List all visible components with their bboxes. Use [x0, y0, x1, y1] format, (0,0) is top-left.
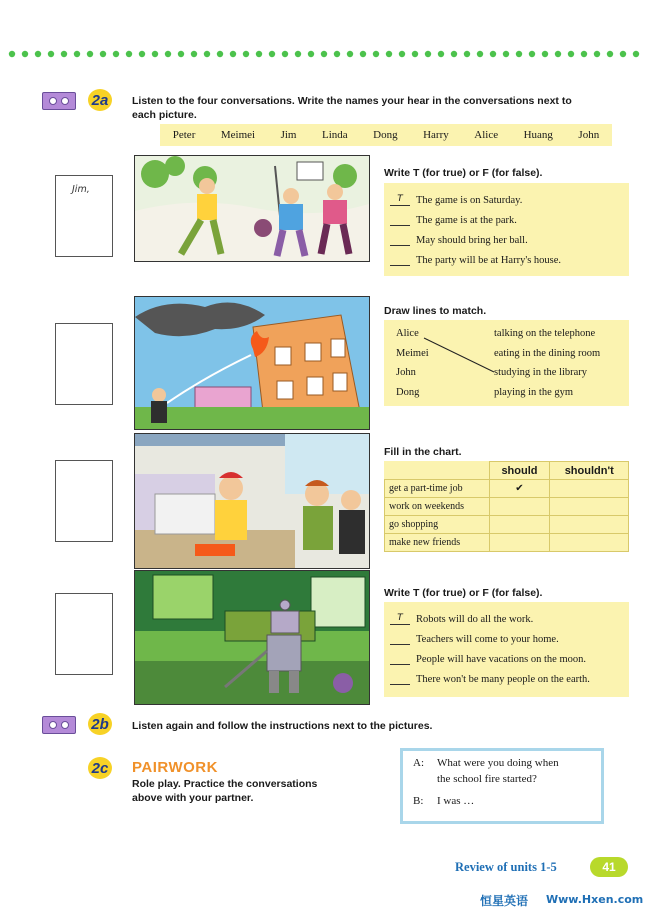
tf-item	[390, 193, 522, 206]
cell-shouldnt[interactable]	[550, 480, 629, 498]
answer-box-4[interactable]	[55, 593, 113, 675]
speaker-a: A:	[413, 757, 424, 769]
name-option: Huang	[523, 129, 553, 141]
names-bar	[160, 124, 612, 146]
tf-item	[390, 253, 561, 266]
cell-should[interactable]	[489, 516, 550, 534]
tf-item	[390, 233, 528, 246]
row-label: make new friends	[385, 534, 490, 552]
brand-chinese: 恒星英语	[480, 894, 529, 908]
section-badge-2c: 2c	[88, 757, 112, 779]
instruction-2c-line2: above with your partner.	[132, 792, 254, 804]
table-row	[385, 516, 629, 534]
statement-text: Robots will do all the work.	[416, 614, 534, 625]
tf-item	[390, 632, 559, 645]
cell-should[interactable]	[489, 534, 550, 552]
picture-food-counter	[134, 433, 370, 569]
row-label: go shopping	[385, 516, 490, 534]
row-label: get a part-time job	[385, 480, 490, 498]
tf-item	[390, 652, 586, 665]
answer-text-1: Jim,	[72, 184, 90, 195]
review-label: Review of units 1-5	[455, 860, 557, 874]
brand-url: Www.Hxen.com	[546, 893, 644, 906]
task-panel-2	[384, 320, 629, 406]
answer-blank[interactable]	[390, 213, 410, 226]
table-row	[385, 480, 629, 498]
instruction-2c-line1: Role play. Practice the conversations	[132, 778, 318, 790]
row-label: work on weekends	[385, 498, 490, 516]
dialog-b-line: I was …	[437, 795, 475, 807]
page-number: 41	[590, 857, 628, 877]
table-row	[385, 534, 629, 552]
statement-text: There won't be many people on the earth.	[416, 674, 590, 685]
match-right-item[interactable]: eating in the dining room	[494, 348, 601, 359]
name-option: Alice	[474, 129, 499, 141]
cell-should[interactable]	[489, 498, 550, 516]
section-badge-2a: 2a	[88, 89, 112, 111]
dialog-a-line1: What were you doing when	[437, 757, 559, 769]
name-option: Peter	[172, 129, 196, 141]
match-right-item[interactable]: studying in the library	[494, 367, 588, 378]
answer-box-2[interactable]	[55, 323, 113, 405]
name-option: John	[578, 129, 600, 141]
task-title-3: Fill in the chart.	[384, 446, 462, 458]
cassette-icon	[42, 716, 76, 734]
instruction-2a: Listen to the four conversations. Write the names your hear in the conversations next to each picture.	[132, 95, 572, 121]
tf-item	[390, 213, 517, 226]
column-header-should: should	[489, 462, 550, 480]
task-panel-4	[384, 602, 629, 697]
task-panel-1	[384, 183, 629, 276]
answer-box-3[interactable]	[55, 460, 113, 542]
match-right-item[interactable]: playing in the gym	[494, 387, 574, 398]
answer-blank[interactable]: T	[390, 612, 410, 625]
cassette-icon	[42, 92, 76, 110]
dialog-box	[400, 748, 604, 824]
answer-blank[interactable]	[390, 652, 410, 665]
dialog-a-line2: the school fire started?	[437, 773, 537, 785]
statement-text: The game is on Saturday.	[416, 195, 523, 206]
name-option: Jim	[280, 129, 297, 141]
cell-shouldnt[interactable]	[550, 516, 629, 534]
statement-text: Teachers will come to your home.	[416, 634, 559, 645]
instruction-2b: Listen again and follow the instructions next to the pictures.	[132, 720, 433, 732]
pairwork-heading: PAIRWORK	[132, 759, 218, 776]
dotted-divider	[8, 48, 644, 60]
answer-blank[interactable]	[390, 632, 410, 645]
table-header-row	[385, 462, 629, 480]
speaker-b: B:	[413, 795, 424, 807]
statement-text: The party will be at Harry's house.	[416, 255, 562, 266]
answer-blank[interactable]	[390, 253, 410, 266]
name-option: Harry	[423, 129, 449, 141]
match-left-item[interactable]: Alice	[396, 328, 419, 339]
match-right-item[interactable]: talking on the telephone	[494, 328, 596, 339]
match-left-item[interactable]: Dong	[396, 387, 420, 398]
answer-blank[interactable]: T	[390, 193, 410, 206]
name-option: Dong	[373, 129, 398, 141]
tf-item	[390, 672, 590, 685]
cell-shouldnt[interactable]	[550, 498, 629, 516]
section-badge-2b: 2b	[88, 713, 112, 735]
task-title-4: Write T (for true) or F (for false).	[384, 587, 543, 599]
picture-school-fire	[134, 296, 370, 430]
name-option: Linda	[321, 129, 348, 141]
answer-blank[interactable]	[390, 233, 410, 246]
column-header-shouldnt: shouldn't	[550, 462, 629, 480]
picture-robot	[134, 570, 370, 705]
chart-table	[384, 461, 629, 552]
cell-should[interactable]: ✔	[489, 480, 550, 498]
statement-text: May should bring her ball.	[416, 235, 528, 246]
task-panel-3	[384, 461, 629, 552]
table-row	[385, 498, 629, 516]
tf-item	[390, 612, 533, 625]
cell-shouldnt[interactable]	[550, 534, 629, 552]
task-title-2: Draw lines to match.	[384, 305, 487, 317]
answer-box-1[interactable]	[55, 175, 113, 257]
match-left-item[interactable]: Meimei	[396, 348, 429, 359]
match-left-item[interactable]: John	[396, 367, 416, 378]
answer-blank[interactable]	[390, 672, 410, 685]
statement-text: The game is at the park.	[416, 215, 517, 226]
task-title-1: Write T (for true) or F (for false).	[384, 167, 543, 179]
name-option: Meimei	[220, 129, 256, 141]
table-corner	[385, 462, 490, 480]
statement-text: People will have vacations on the moon.	[416, 654, 587, 665]
picture-basketball	[134, 155, 370, 262]
